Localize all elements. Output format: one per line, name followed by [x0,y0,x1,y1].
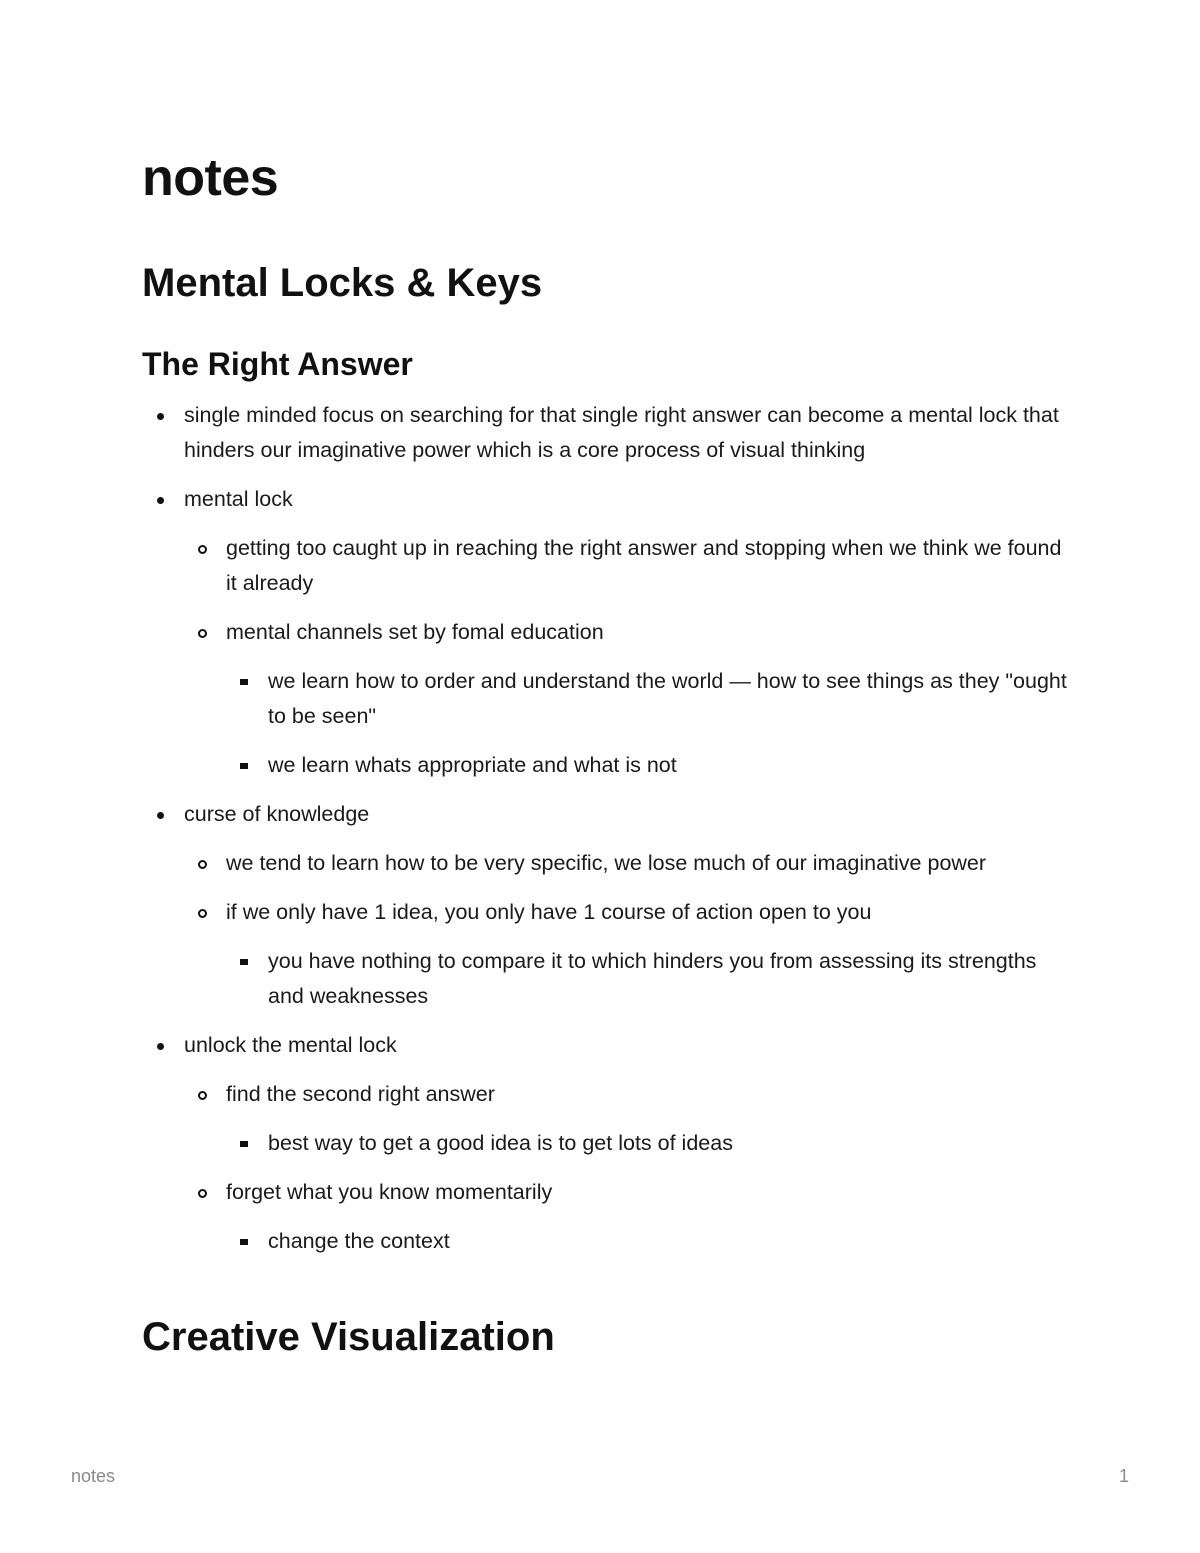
list-item-text: getting too caught up in reaching the right answer and stopping when we think we found it already [226,536,1062,595]
circle-bullet-icon [198,629,207,638]
list-item-text: change the context [268,1229,450,1253]
disc-bullet-icon [157,497,164,504]
list-item-text: find the second right answer [226,1082,495,1106]
list-item [184,1175,1072,1259]
subsection-heading-right-answer: The Right Answer [142,346,413,382]
list-item [184,1077,1072,1161]
list-item [226,748,1072,783]
list-item [184,615,1072,783]
page-title: notes [142,149,279,207]
circle-bullet-icon [198,545,207,554]
list-item-text: we learn whats appropriate and what is not [268,753,677,777]
list-item [142,398,1072,468]
list-item-text: unlock the mental lock [184,1033,397,1057]
list-item-text: curse of knowledge [184,802,370,826]
square-bullet-icon [240,763,248,769]
footer-document-label: notes [71,1466,116,1486]
list-item [142,482,1072,783]
list-item-text: mental lock [184,487,293,511]
list-item [184,531,1072,601]
list-item-text: forget what you know momentarily [226,1180,553,1204]
notes-outline [142,398,1072,1259]
disc-bullet-icon [157,413,164,420]
list-item-text: we tend to learn how to be very specific, we lose much of our imaginative power [226,851,987,875]
list-item-text: we learn how to order and understand the world — how to see things as they "ought to be seen" [268,669,1067,728]
bullet-list-level-3 [226,664,1072,783]
square-bullet-icon [240,1239,248,1245]
list-item [226,1224,1072,1259]
list-item [184,895,1072,1014]
square-bullet-icon [240,679,248,685]
list-item-text: best way to get a good idea is to get lots of ideas [268,1131,733,1155]
bullet-list-level-1 [142,398,1072,1259]
list-item [142,1028,1072,1259]
bullet-list-level-3 [226,944,1072,1014]
list-item [142,797,1072,1014]
list-item [226,1126,1072,1161]
section-heading-creative-visualization: Creative Visualization [142,1315,555,1359]
circle-bullet-icon [198,1091,207,1100]
circle-bullet-icon [198,1189,207,1198]
list-item-text: single minded focus on searching for that single right answer can become a mental lock that hinders our imaginative power which is a core process of visual thinking [184,403,1059,462]
circle-bullet-icon [198,860,207,869]
list-item [226,664,1072,734]
list-item-text: if we only have 1 idea, you only have 1 course of action open to you [226,900,872,924]
disc-bullet-icon [157,1043,164,1050]
bullet-list-level-3 [226,1126,1072,1161]
disc-bullet-icon [157,812,164,819]
square-bullet-icon [240,1141,248,1147]
circle-bullet-icon [198,909,207,918]
section-heading-mental-locks: Mental Locks & Keys [142,261,543,305]
footer-page-number: 1 [1118,1466,1129,1486]
square-bullet-icon [240,959,248,965]
list-item-text: you have nothing to compare it to which hinders you from assessing its strengths and weaknesses [268,949,1037,1008]
list-item [184,846,1072,881]
bullet-list-level-2 [184,846,1072,1014]
bullet-list-level-3 [226,1224,1072,1259]
list-item-text: mental channels set by fomal education [226,620,604,644]
list-item [226,944,1072,1014]
bullet-list-level-2 [184,1077,1072,1259]
bullet-list-level-2 [184,531,1072,783]
